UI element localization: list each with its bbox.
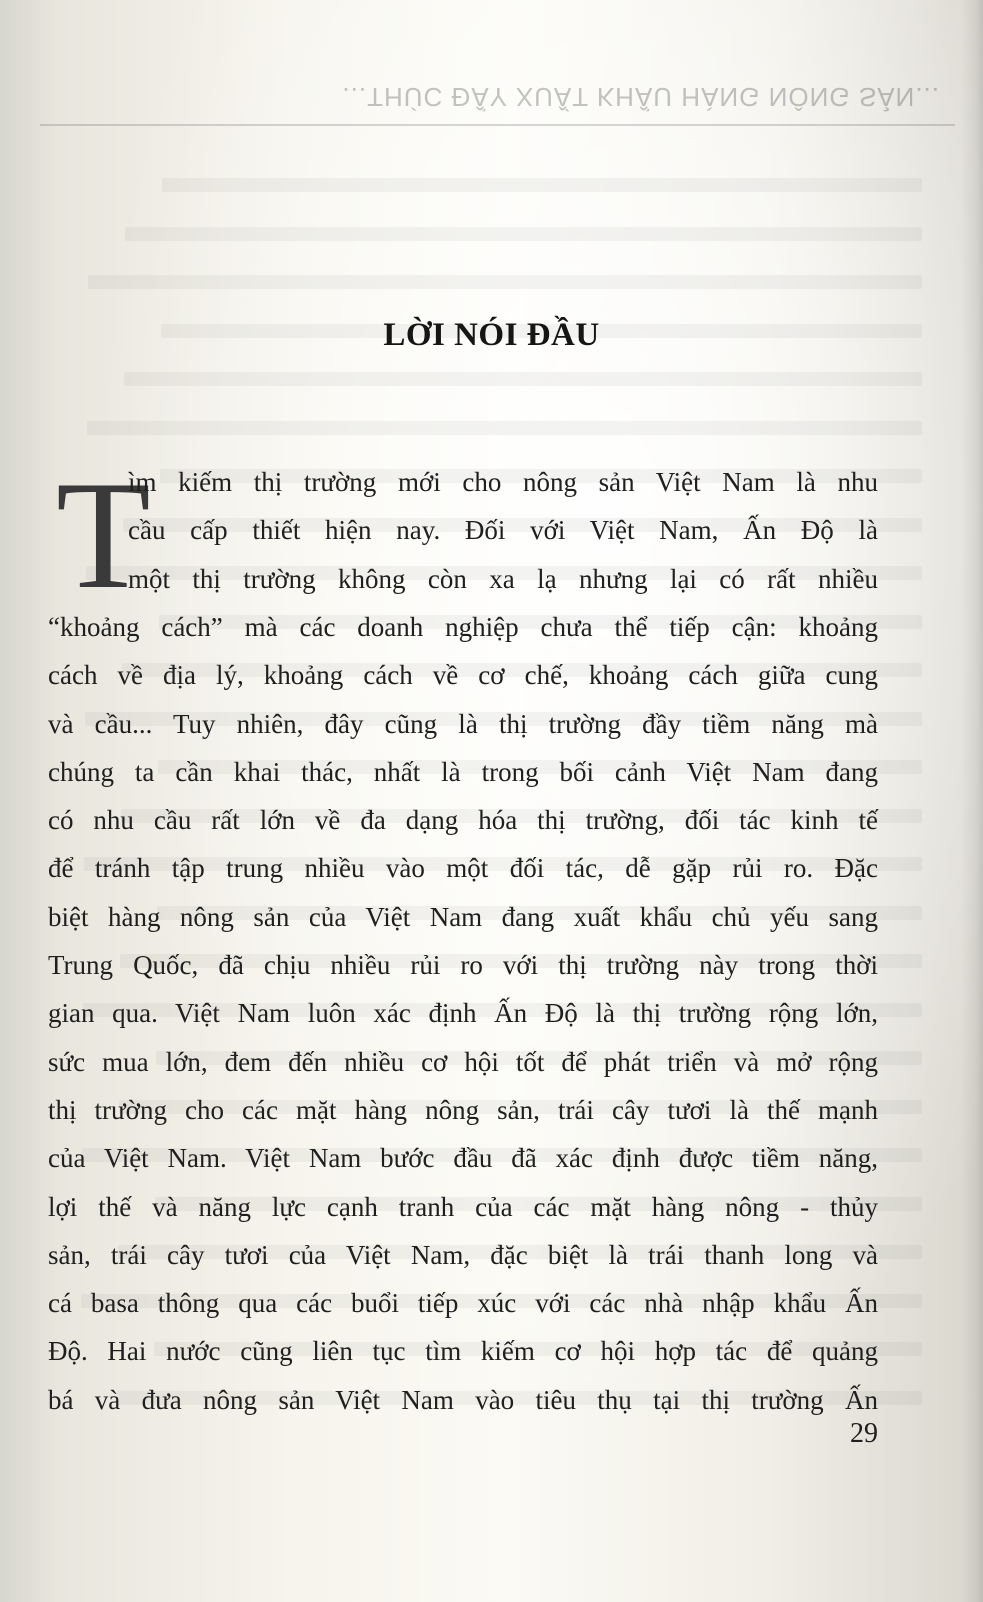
paragraph-line: biệt hàng nông sản của Việt Nam đang xuất khẩu chủ yếu sang: [48, 901, 878, 932]
bleed-through-header: ...THÚC ĐẨY XUẤT KHẨU HÀNG NÔNG SẢN...: [342, 82, 940, 112]
page-fold-shadow: [961, 0, 983, 1602]
paragraph-line: một thị trường không còn xa lạ nhưng lại có rất nhiều: [128, 563, 878, 594]
paragraph-line: bá và đưa nông sản Việt Nam vào tiêu thụ tại thị trường Ấn: [48, 1384, 878, 1415]
paragraph-line: có nhu cầu rất lớn về đa dạng hóa thị trường, đối tác kinh tế: [48, 805, 878, 836]
bleed-through-line: [125, 227, 922, 241]
paragraph-line: sức mua lớn, đem đến nhiều cơ hội tốt để phát triển và mở rộng: [48, 1046, 878, 1077]
bleed-through-line: [162, 178, 922, 192]
bleed-through-line: [88, 275, 922, 289]
drop-cap: T: [56, 449, 151, 621]
paragraph-line: chúng ta cần khai thác, nhất là trong bối cảnh Việt Nam đang: [48, 756, 878, 787]
paragraph-line: ìm kiếm thị trường mới cho nông sản Việt Nam là nhu: [128, 467, 878, 497]
paragraph-line: để tránh tập trung nhiều vào một đối tác, dễ gặp rủi ro. Đặc: [48, 853, 878, 884]
paragraph-line: cá basa thông qua các buổi tiếp xúc với các nhà nhập khẩu Ấn: [48, 1288, 878, 1319]
bleed-through-line: [124, 372, 922, 386]
paragraph-line: cầu cấp thiết hiện nay. Đối với Việt Nam, Ấn Độ là: [128, 515, 878, 546]
paragraph-line: lợi thế và năng lực cạnh tranh của các mặt hàng nông - thủy: [48, 1191, 878, 1222]
paragraph-line: thị trường cho các mặt hàng nông sản, trái cây tươi là thế mạnh: [48, 1094, 878, 1125]
page-title: LỜI NÓI ĐẦU: [383, 317, 600, 353]
paragraph-line: Trung Quốc, đã chịu nhiều rủi ro với thị trường này trong thời: [48, 950, 878, 980]
paragraph-line: của Việt Nam. Việt Nam bước đầu đã xác định được tiềm năng,: [48, 1143, 878, 1174]
paragraph-line: Độ. Hai nước cũng liên tục tìm kiếm cơ hội hợp tác để quảng: [48, 1336, 878, 1367]
paragraph-line: “khoảng cách” mà các doanh nghiệp chưa thể tiếp cận: khoảng: [48, 611, 878, 642]
bleed-through-line: [87, 421, 922, 435]
paragraph-line: gian qua. Việt Nam luôn xác định Ấn Độ là thị trường rộng lớn,: [48, 998, 878, 1029]
paragraph-line: và cầu... Tuy nhiên, đây cũng là thị trường đầy tiềm năng mà: [48, 708, 878, 739]
page-number: 29: [850, 1418, 878, 1449]
paragraph-line: sản, trái cây tươi của Việt Nam, đặc biệt là trái thanh long và: [48, 1239, 878, 1270]
bleed-through-rule: [40, 124, 955, 126]
paragraph-line: cách về địa lý, khoảng cách về cơ chế, khoảng cách giữa cung: [48, 660, 878, 691]
